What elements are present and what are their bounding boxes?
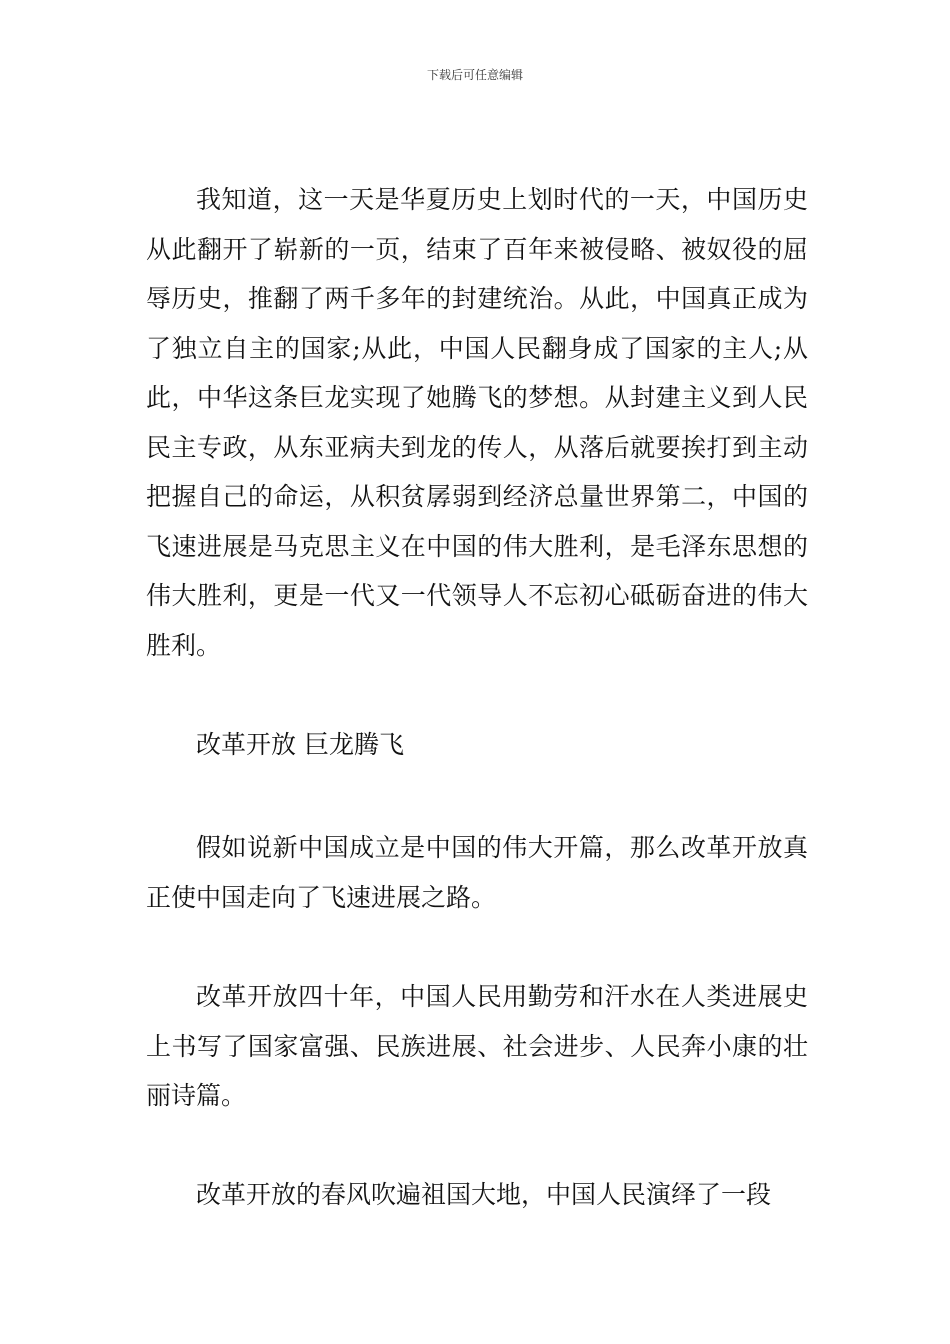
paragraph-spring-wind: 改革开放的春风吹遍祖国大地，中国人民演绎了一段	[196, 1180, 772, 1209]
paragraph-reform-intro: 假如说新中国成立是中国的伟大开篇，那么改革开放真正使中国走向了飞速进展之路。	[146, 833, 808, 912]
section-heading: 改革开放 巨龙腾飞	[196, 730, 404, 759]
page-header-note: 下载后可任意编辑	[426, 68, 523, 82]
paragraph-forty-years: 改革开放四十年，中国人民用勤劳和汗水在人类进展史上书写了国家富强、民族进展、社会进步、人民奔小康的壮丽诗篇。	[146, 982, 808, 1110]
paragraph-history: 我知道，这一天是华夏历史上划时代的一天，中国历史从此翻开了崭新的一页，结束了百年来被侵略、被奴役的屈辱历史，推翻了两千多年的封建统治。从此，中国真正成为了独立自主的国家;从此，中国人民翻身成了国家的主人;从此，中华这条巨龙实现了她腾飞的梦想。从封建主义到人民民主专政，从东亚病夫到龙的传人，从落后就要挨打到主动把握自己的命运，从积贫孱弱到经济总量世界第二，中国的飞速进展是马克思主义在中国的伟大胜利，是毛泽东思想的伟大胜利，更是一代又一代领导人不忘初心砥砺奋进的伟大胜利。	[146, 185, 808, 660]
